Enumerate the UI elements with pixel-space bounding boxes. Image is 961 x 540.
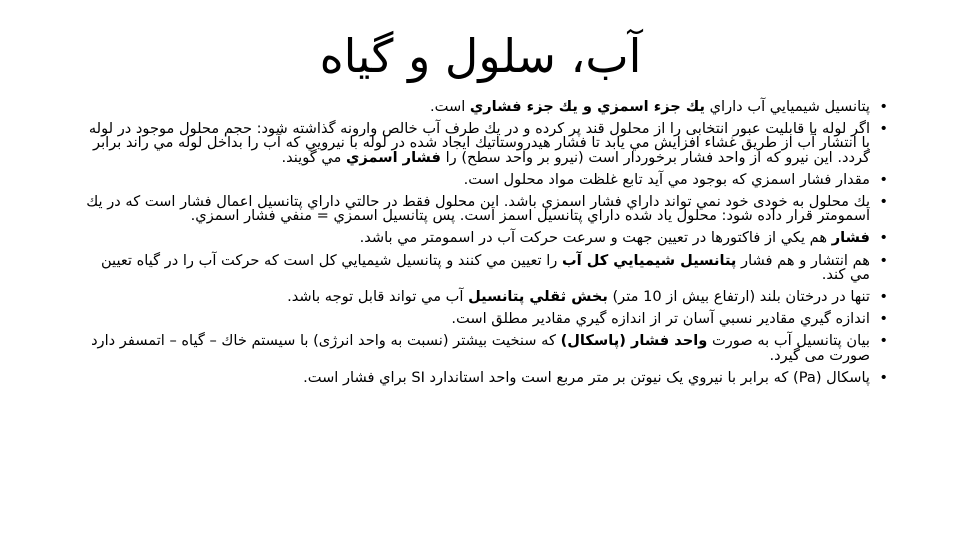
bullet-item: • يك محلول به خودی خود نمي تواند داراي فشار اسمزي باشد. اين محلول فقط در حالتي داراي پتانسيل اعمال فشار است كه در يك اسمومتر قرار داده شود: محلول ياد شده داراي پتانسيل اسمز است. پس پتانسيل اسمزي = منفي فشار اسمزي. [80,195,888,223]
bullet-item: • اندازه گيري مقادير نسبي آسان تر از اندازه گيري مقادير مطلق است. [80,312,888,326]
bullet-list [80,100,888,393]
bullet-item: • تنها در درختان بلند (ارتفاع بيش از 10 متر) بخش ثقلي پتانسيل آب مي تواند قابل توجه باشد. [80,290,888,304]
bullet-item: • پتانسيل شيميايي آب داراي يك جزء اسمزي و يك جزء فشاري است. [80,100,888,114]
bullet-item: • هم انتشار و هم فشار پتانسيل شيميايي كل آب را تعيين مي كنند و پتانسيل شيميايي كل است كه حركت آب را در گياه تعيين مي كند. [80,254,888,282]
bullet-item: • مقدار فشار اسمزي كه بوجود مي آيد تابع غلظت مواد محلول است. [80,173,888,187]
bullet-item: • بيان پتانسيل آب به صورت واحد فشار (پاسكال) كه سنخيت بيشتر (نسبت به واحد انرژی) با سيستم خاك – گياه – اتمسفر دارد صورت می گيرد. [80,334,888,362]
bullet-item: • اگر لوله با قابليت عبور انتخابی را از محلول قند پر كرده و در يك طرف آب خالص وارونه گذاشته شود: حجم محلول موجود در لوله با انتشار آب از طريق غشاء افزايش مي يابد تا فشار هيدروستاتيك ايجاد شده در لوله با نيرويي كه آب را بداخل لوله مي راند برابر گردد. اين نيرو كه از واحد فشار برخوردار است (نيرو بر واحد سطح) را فشار اسمزي مي گويند. [80,122,888,165]
bullet-item: • فشار هم يكي از فاكتورها در تعيين جهت و سرعت حركت آب در اسمومتر مي باشد. [80,231,888,245]
bullet-item: • پاسکال (Pa) که برابر با نيروي يک نيوتن بر متر مربع است واحد استاندارد SI براي فشار است. [80,371,888,385]
slide-title: آب، سلول و گیاه [319,29,642,83]
